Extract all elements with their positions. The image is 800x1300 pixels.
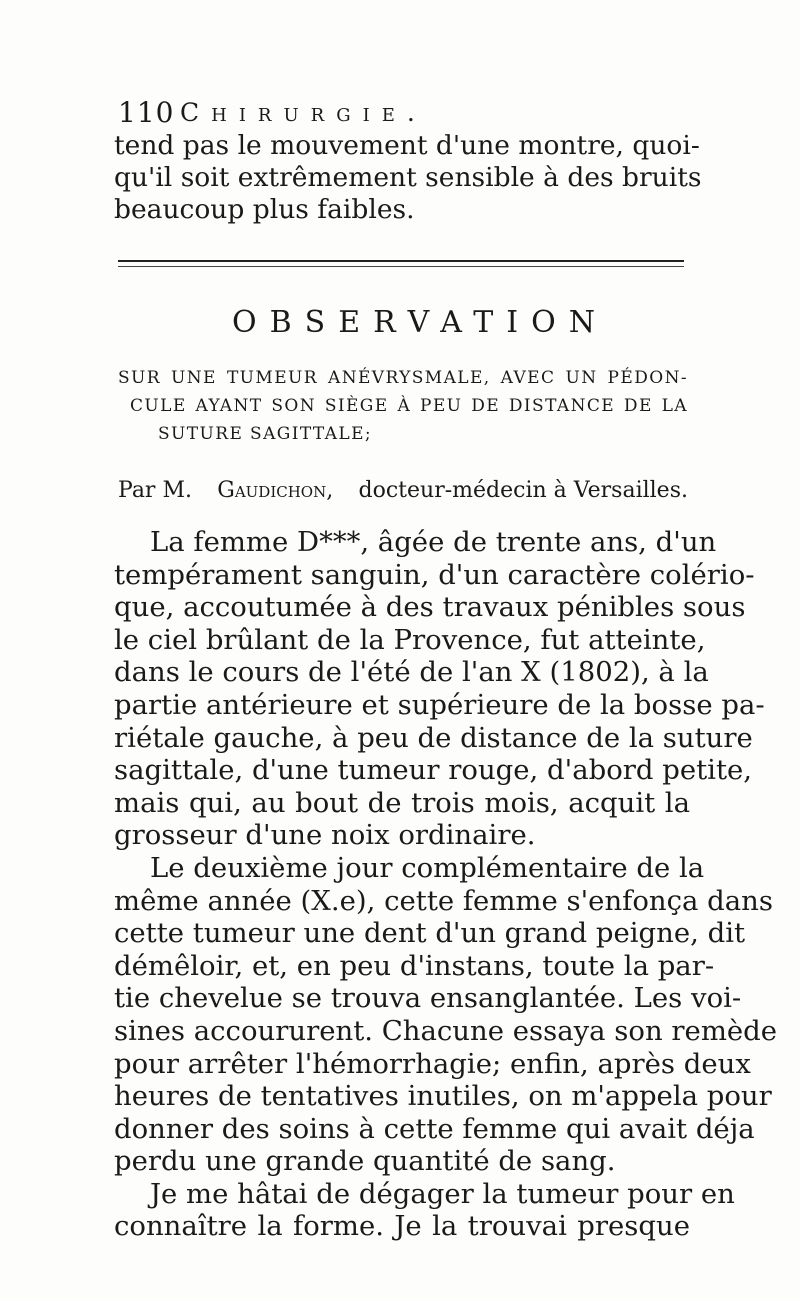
author-byline — [118, 478, 688, 503]
text-line: donner des soins à cette femme qui avait déja — [114, 1112, 755, 1145]
subtitle-line: SUTURE SAGITTALE; — [158, 424, 373, 444]
text-line: sagittale, d'une tumeur rouge, d'abord petite, — [114, 754, 753, 787]
text-line: dans le cours de l'été de l'an X (1802), à la — [114, 656, 709, 689]
subtitle-line: CULE AYANT SON SIÈGE À PEU DE DISTANCE DE LA — [130, 396, 688, 416]
section-divider — [118, 260, 684, 267]
text-line: riétale gauche, à peu de distance de la suture — [114, 721, 753, 754]
text-line: grosseur d'une noix ordinaire. — [114, 819, 536, 852]
text-line: cette tumeur une dent d'un grand peigne, dit — [114, 917, 746, 950]
text-line: le ciel brûlant de la Provence, fut atteinte, — [114, 623, 706, 656]
page-number: 110 — [118, 96, 175, 129]
text-line: heures de tentatives inutiles, on m'appela pour — [114, 1080, 772, 1113]
author-name: Gaudichon, — [217, 478, 334, 503]
text-line: beaucoup plus faibles. — [114, 194, 415, 226]
text-line: pour arrêter l'hémorrhagie; enfin, après deux — [114, 1047, 751, 1080]
text-line: Le deuxième jour complémentaire de la — [150, 851, 705, 884]
text-line: perdu une grande quantité de sang. — [114, 1145, 616, 1178]
text-line: Je me hâtai de dégager la tumeur pour en — [150, 1177, 735, 1210]
section-title: OBSERVATION — [232, 305, 608, 340]
text-line: tend pas le mouvement d'une montre, quoi- — [114, 130, 700, 161]
author-prefix: Par M. — [118, 478, 192, 503]
text-line: démêloir, et, en peu d'instans, toute la par- — [114, 949, 715, 982]
text-line: tempérament sanguin, d'un caractère colério- — [114, 558, 755, 591]
text-line: tie chevelue se trouva ensanglantée. Les voi- — [114, 982, 742, 1015]
subtitle-line: SUR UNE TUMEUR ANÉVRYSMALE, AVEC UN PÉDON- — [118, 368, 688, 388]
running-head: Chirurgie. — [180, 98, 427, 127]
text-line: mais qui, au bout de trois mois, acquit la — [114, 786, 690, 819]
text-line: sines accoururent. Chacune essaya son remède — [114, 1014, 778, 1047]
text-line: La femme D***, âgée de trente ans, d'un — [150, 526, 717, 558]
body-text — [114, 526, 778, 1243]
author-title: docteur-médecin à Versailles. — [358, 478, 688, 503]
page-header — [118, 96, 688, 132]
text-line: qu'il soit extrêmement sensible à des bruits — [114, 162, 702, 194]
section-subtitle — [118, 364, 688, 448]
text-line: partie antérieure et supérieure de la bosse pa- — [114, 688, 765, 721]
intro-paragraph — [114, 130, 702, 227]
text-line: que, accoutumée à des travaux pénibles sous — [114, 591, 746, 624]
text-line: même année (X.e), cette femme s'enfonça dans — [114, 884, 773, 917]
text-line: connaître la forme. Je la trouvai presque — [114, 1210, 690, 1243]
